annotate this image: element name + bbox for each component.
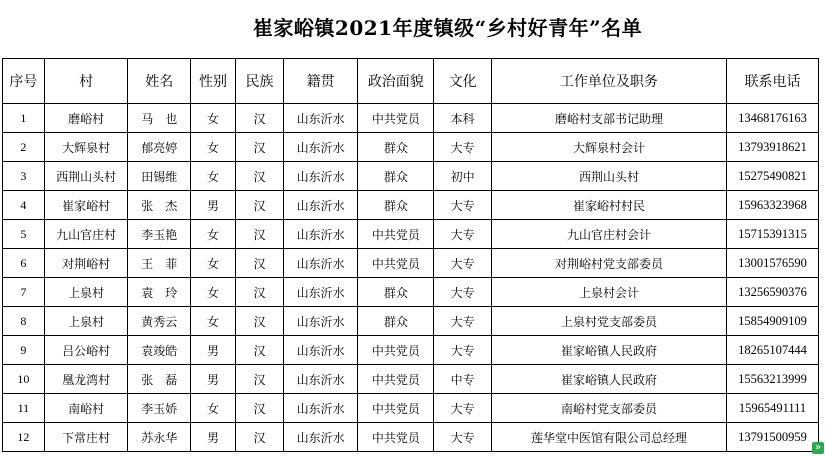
header-row xyxy=(3,59,819,104)
table-cell: 群众 xyxy=(358,278,434,307)
table-cell: 山东沂水 xyxy=(284,423,358,452)
roster-table xyxy=(2,58,819,452)
table-cell: 张 磊 xyxy=(128,365,191,394)
table-cell: 中专 xyxy=(434,365,491,394)
table-cell: 黄秀云 xyxy=(128,307,191,336)
table-cell: 大专 xyxy=(434,191,491,220)
column-header: 民族 xyxy=(235,59,283,104)
table-cell: 大专 xyxy=(434,336,491,365)
table-cell: 中共党员 xyxy=(358,220,434,249)
table-cell: 15715391315 xyxy=(726,220,818,249)
column-header: 联系电话 xyxy=(726,59,818,104)
table-cell: 中共党员 xyxy=(358,423,434,452)
table-row xyxy=(3,162,819,191)
table-cell: 男 xyxy=(191,423,236,452)
table-cell: 中共党员 xyxy=(358,394,434,423)
column-header: 序号 xyxy=(3,59,45,104)
table-row xyxy=(3,365,819,394)
table-cell: 对荆峪村 xyxy=(44,249,128,278)
table-cell: 汉 xyxy=(235,365,283,394)
column-header: 政治面貌 xyxy=(358,59,434,104)
table-cell: 崔家峪镇人民政府 xyxy=(491,336,726,365)
table-cell: 汉 xyxy=(235,278,283,307)
column-header: 工作单位及职务 xyxy=(491,59,726,104)
table-cell: 女 xyxy=(191,278,236,307)
table-cell: 山东沂水 xyxy=(284,191,358,220)
table-cell: 马 也 xyxy=(128,104,191,133)
table-cell: 18265107444 xyxy=(726,336,818,365)
table-cell: 13001576590 xyxy=(726,249,818,278)
table-cell: 九山官庄村会计 xyxy=(491,220,726,249)
table-cell: 汉 xyxy=(235,220,283,249)
table-cell: 12 xyxy=(3,423,45,452)
table-cell: 15563213999 xyxy=(726,365,818,394)
table-cell: 女 xyxy=(191,133,236,162)
table-cell: 上泉村 xyxy=(44,278,128,307)
column-header: 村 xyxy=(44,59,128,104)
table-cell: 山东沂水 xyxy=(284,278,358,307)
table-cell: 汉 xyxy=(235,307,283,336)
table-row xyxy=(3,307,819,336)
table-row xyxy=(3,249,819,278)
table-cell: 群众 xyxy=(358,162,434,191)
table-cell: 大专 xyxy=(434,278,491,307)
table-row xyxy=(3,278,819,307)
table-cell: 11 xyxy=(3,394,45,423)
table-cell: 李玉娇 xyxy=(128,394,191,423)
table-cell: 西荆山头村 xyxy=(44,162,128,191)
table-cell: 苏永华 xyxy=(128,423,191,452)
table-cell: 王 菲 xyxy=(128,249,191,278)
table-cell: 13256590376 xyxy=(726,278,818,307)
table-cell: 南峪村 xyxy=(44,394,128,423)
table-cell: 田锡维 xyxy=(128,162,191,191)
table-cell: 15854909109 xyxy=(726,307,818,336)
column-header: 籍贯 xyxy=(284,59,358,104)
table-cell: 6 xyxy=(3,249,45,278)
table-cell: 9 xyxy=(3,336,45,365)
table-cell: 山东沂水 xyxy=(284,365,358,394)
table-cell: 大专 xyxy=(434,423,491,452)
table-cell: 汉 xyxy=(235,423,283,452)
table-cell: 对荆峪村党支部委员 xyxy=(491,249,726,278)
table-cell: 男 xyxy=(191,191,236,220)
table-cell: 女 xyxy=(191,162,236,191)
table-cell: 上泉村 xyxy=(44,307,128,336)
table-cell: 15965491111 xyxy=(726,394,818,423)
table-cell: 中共党员 xyxy=(358,365,434,394)
table-cell: 李玉艳 xyxy=(128,220,191,249)
table-cell: 10 xyxy=(3,365,45,394)
table-row xyxy=(3,220,819,249)
table-cell: 上泉村党支部委员 xyxy=(491,307,726,336)
table-cell: 大专 xyxy=(434,307,491,336)
table-row xyxy=(3,133,819,162)
table-cell: 磨峪村支部书记助理 xyxy=(491,104,726,133)
table-cell: 九山官庄村 xyxy=(44,220,128,249)
table-cell: 女 xyxy=(191,220,236,249)
table-cell: 初中 xyxy=(434,162,491,191)
table-cell: 大专 xyxy=(434,133,491,162)
table-cell: 莲华堂中医馆有限公司总经理 xyxy=(491,423,726,452)
table-row xyxy=(3,394,819,423)
table-cell: 汉 xyxy=(235,191,283,220)
table-cell: 南峪村党支部委员 xyxy=(491,394,726,423)
table-cell: 汉 xyxy=(235,104,283,133)
table-row xyxy=(3,336,819,365)
table-cell: 崔家峪镇人民政府 xyxy=(491,365,726,394)
table-cell: 中共党员 xyxy=(358,336,434,365)
table-cell: 山东沂水 xyxy=(284,249,358,278)
table-cell: 袁竣皓 xyxy=(128,336,191,365)
column-header: 姓名 xyxy=(128,59,191,104)
table-cell: 汉 xyxy=(235,249,283,278)
expand-corner-icon[interactable]: » xyxy=(812,442,824,454)
table-cell: 1 xyxy=(3,104,45,133)
table-cell: 8 xyxy=(3,307,45,336)
table-cell: 本科 xyxy=(434,104,491,133)
table-cell: 13791500959 xyxy=(726,423,818,452)
table-cell: 女 xyxy=(191,394,236,423)
table-cell: 大辉泉村会计 xyxy=(491,133,726,162)
table-cell: 女 xyxy=(191,104,236,133)
table-cell: 崔家峪村村民 xyxy=(491,191,726,220)
table-cell: 13468176163 xyxy=(726,104,818,133)
page-title xyxy=(0,12,825,41)
table-cell: 群众 xyxy=(358,191,434,220)
table-cell: 大专 xyxy=(434,220,491,249)
table-cell: 张 杰 xyxy=(128,191,191,220)
column-header: 文化 xyxy=(434,59,491,104)
table-cell: 西荆山头村 xyxy=(491,162,726,191)
table-cell: 男 xyxy=(191,336,236,365)
table-cell: 磨峪村 xyxy=(44,104,128,133)
table-cell: 吕公峪村 xyxy=(44,336,128,365)
table-cell: 山东沂水 xyxy=(284,394,358,423)
table-cell: 山东沂水 xyxy=(284,133,358,162)
table-cell: 群众 xyxy=(358,307,434,336)
table-cell: 大辉泉村 xyxy=(44,133,128,162)
table-cell: 下常庄村 xyxy=(44,423,128,452)
table-cell: 大专 xyxy=(434,249,491,278)
table-cell: 汉 xyxy=(235,394,283,423)
table-cell: 中共党员 xyxy=(358,104,434,133)
table-cell: 女 xyxy=(191,307,236,336)
table-cell: 山东沂水 xyxy=(284,104,358,133)
table-cell: 男 xyxy=(191,365,236,394)
table-cell: 7 xyxy=(3,278,45,307)
column-header: 性别 xyxy=(191,59,236,104)
table-cell: 汉 xyxy=(235,336,283,365)
table-cell: 袁 玲 xyxy=(128,278,191,307)
table-cell: 山东沂水 xyxy=(284,162,358,191)
table-row xyxy=(3,104,819,133)
table-cell: 15275490821 xyxy=(726,162,818,191)
table-cell: 汉 xyxy=(235,133,283,162)
table-cell: 大专 xyxy=(434,394,491,423)
table-cell: 4 xyxy=(3,191,45,220)
table-cell: 13793918621 xyxy=(726,133,818,162)
page-title-text: 崔家峪镇2021年度镇级“乡村好青年”名单 xyxy=(252,16,643,40)
table-cell: 5 xyxy=(3,220,45,249)
table-cell: 上泉村会计 xyxy=(491,278,726,307)
table-cell: 群众 xyxy=(358,133,434,162)
table-cell: 山东沂水 xyxy=(284,336,358,365)
table-cell: 汉 xyxy=(235,162,283,191)
table-cell: 中共党员 xyxy=(358,249,434,278)
table-cell: 2 xyxy=(3,133,45,162)
table-cell: 15963323968 xyxy=(726,191,818,220)
table-row xyxy=(3,191,819,220)
table-cell: 3 xyxy=(3,162,45,191)
table-row xyxy=(3,423,819,452)
table-cell: 山东沂水 xyxy=(284,220,358,249)
table-cell: 凰龙湾村 xyxy=(44,365,128,394)
table-cell: 山东沂水 xyxy=(284,307,358,336)
table-cell: 女 xyxy=(191,249,236,278)
table-cell: 郁亮婷 xyxy=(128,133,191,162)
table-cell: 崔家峪村 xyxy=(44,191,128,220)
